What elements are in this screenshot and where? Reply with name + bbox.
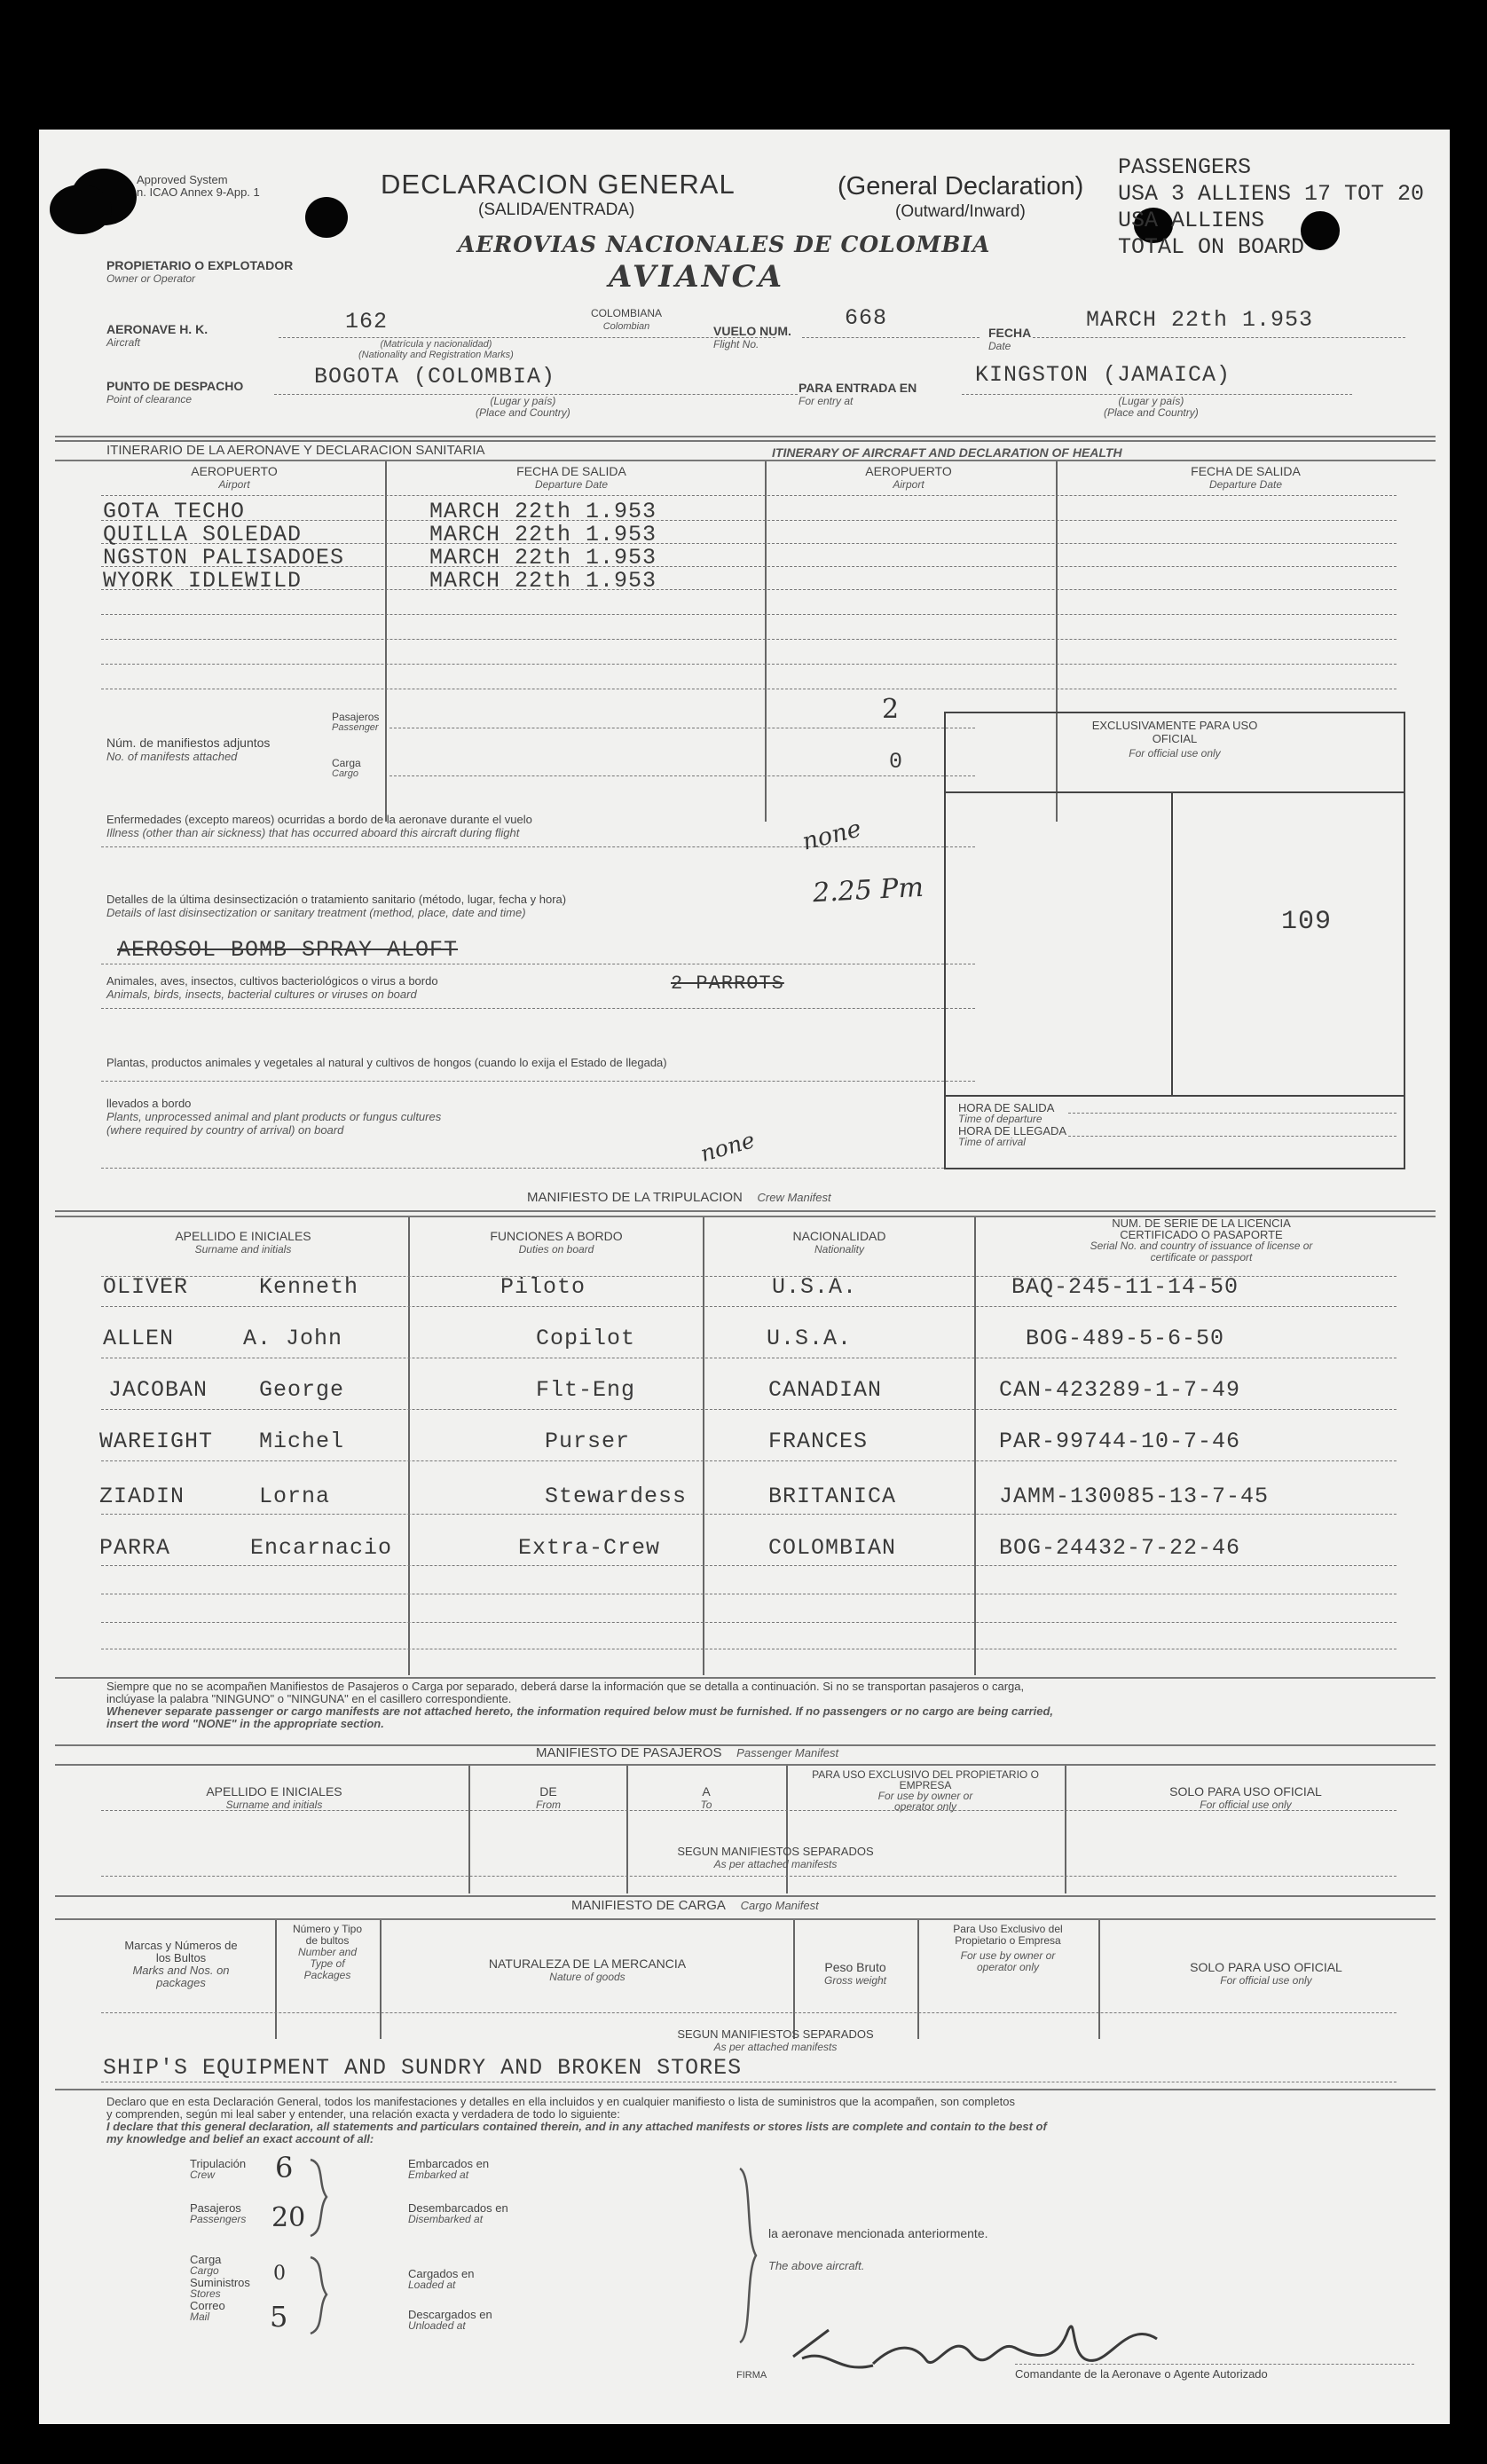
airline-short: AVIANCA [609, 259, 785, 295]
itinerary-col-airport-2: AEROPUERTO Airport [865, 464, 952, 491]
pax-col-owner: PARA USO EXCLUSIVO DEL PROPIETARIO O EMPRESA For use by owner or operator only [812, 1768, 1039, 1813]
crew-lic-1: BAQ-245-11-14-50 [1011, 1274, 1239, 1300]
animals-label: Animales, aves, insectos, cultivos bacteriológicos o virus a bordo Animals, birds, insects, bacterial cultures or viruses on board [106, 974, 438, 1001]
crew-duty-5: Stewardess [545, 1484, 688, 1509]
decl-loaded: Cargados en Loaded at [408, 2267, 475, 2291]
crew-duty-6: Extra-Crew [518, 1535, 661, 1561]
punch-hole-mark [305, 197, 348, 238]
commander-label: Comandante de la Aeronave o Agente Autorizado [1015, 2367, 1268, 2381]
decl-crew-value: 6 [275, 2151, 294, 2185]
departure-value: BOGOTA (COLOMBIA) [314, 364, 556, 390]
itinerary-col-date-2: FECHA DE SALIDA Departure Date [1191, 464, 1301, 491]
airline-name: AEROVIAS NACIONALES DE COLOMBIA [458, 232, 991, 257]
crew-nat-3: CANADIAN [768, 1377, 883, 1403]
crew-col-license: NUM. DE SERIE DE LA LICENCIA CERTIFICADO O PASAPORTE Serial No. and country of issuance of license or certificate or passport [1090, 1216, 1313, 1263]
disinsect-label: Detalles de la última desinsectización o tratamiento sanitario (método, lugar, fecha y hora) Details of last disinsectization or sanitary treatment (method, place, date and time) [106, 893, 567, 919]
entry-value: KINGSTON (JAMAICA) [975, 362, 1231, 388]
nationality-label: COLOMBIANA Colombian [591, 307, 663, 332]
itinerary-title-es: ITINERARIO DE LA AERONAVE Y DECLARACION SANITARIA [106, 443, 485, 458]
subtitle-en: (Outward/Inward) [895, 202, 1026, 221]
crew-surname-2: ALLEN [103, 1326, 175, 1351]
crew-first-6: Encarnacio [250, 1535, 393, 1561]
animals-value: 2 PARROTS [671, 972, 784, 995]
crew-surname-6: PARRA [99, 1535, 171, 1561]
instructions-text: Siempre que no se acompañen Manifiestos de Pasajeros o Carga por separado, deberá darse la información que se detalla a continuación. Si no se transportan pasajeros o carga, inclúyase la palabra "NINGUNO" o "NINGUNA" en el casillero correspondiente. Whenever separate passenger or cargo manifests are not attached hereto, the information required below must be furnished. If no passengers or no cargo are being carried, insert the word "NONE" in the appropriate section. [106, 1680, 1053, 1730]
crew-col-nat: NACIONALIDAD Nationality [792, 1229, 886, 1256]
plants-value: none [697, 1127, 758, 1167]
aircraft-value: 162 [345, 309, 389, 335]
plants-label-cont: llevados a bordo Plants, unprocessed animal and plant products or fungus cultures (where required by country of arrival) on board [106, 1097, 442, 1137]
approved-note: Approved System n. ICAO Annex 9-App. 1 [137, 173, 260, 199]
passengers-line-3: TOTAL ON BOARD [1118, 234, 1305, 260]
cargo-col-marks: Marcas y Números de los Bultos Marks and Nos. on packages [124, 1939, 238, 1989]
crew-lic-6: BOG-24432-7-22-46 [999, 1535, 1241, 1561]
crew-first-5: Lorna [259, 1484, 331, 1509]
pax-col-to: A To [700, 1784, 712, 1811]
cargo-col-owner: Para Uso Exclusivo del Propietario o Empresa For use by owner or operator only [953, 1923, 1063, 1973]
manifest-pax-label: Pasajeros Passenger [332, 711, 380, 733]
manifest-pax-value: 2 [882, 694, 900, 725]
crew-lic-2: BOG-489-5-6-50 [1026, 1326, 1225, 1351]
passengers-box [1118, 154, 1424, 261]
decl-cargo-value: 0 [273, 2263, 286, 2285]
decl-cargo-label: Carga Cargo Suministros Stores Correo Mail [190, 2253, 250, 2323]
entry-place-note: (Lugar y país) (Place and Country) [1104, 395, 1199, 419]
departure-place-note: (Lugar y país) (Place and Country) [476, 395, 570, 419]
crew-first-2: A. John [243, 1326, 343, 1351]
brace-mark [736, 2167, 763, 2344]
crew-lic-4: PAR-99744-10-7-46 [999, 1429, 1241, 1454]
brace-mark [305, 2158, 335, 2238]
crew-surname-5: ZIADIN [99, 1484, 185, 1509]
official-times: HORA DE SALIDA Time of departure HORA DE LLEGADA Time of arrival [958, 1101, 1067, 1148]
crew-duty-4: Purser [545, 1429, 631, 1454]
official-use-title: EXCLUSIVAMENTE PARA USO OFICIAL For official use only [1091, 719, 1258, 760]
illness-value: none [799, 815, 864, 856]
itinerary-airport-4: WYORK IDLEWILD [103, 568, 303, 594]
decl-disembarked: Desembarcados en Disembarked at [408, 2201, 508, 2225]
cargo-manifest-title: MANIFIESTO DE CARGA Cargo Manifest [571, 1898, 819, 1913]
itinerary-airport-3: NGSTON PALISADOES [103, 545, 345, 571]
decl-aircraft-en: The above aircraft. [768, 2259, 865, 2272]
crew-duty-3: Flt-Eng [536, 1377, 636, 1403]
itinerary-col-airport: AEROPUERTO Airport [191, 464, 278, 491]
marks-note: (Matrícula y nacionalidad) (Nationality and Registration Marks) [358, 339, 514, 360]
plants-label-es: Plantas, productos animales y vegetales al natural y cultivos de hongos (cuando lo exija el Estado de llegada) [106, 1056, 667, 1069]
cargo-col-number: Número y Tipo de bultos Number and Type of Packages [292, 1923, 363, 1981]
crew-nat-2: U.S.A. [767, 1326, 853, 1351]
decl-aircraft-es: la aeronave mencionada anteriormente. [768, 2226, 988, 2240]
cargo-col-nature: NATURALEZA DE LA MERCANCIA Nature of goods [488, 1956, 687, 1983]
decl-embarked: Embarcados en Embarked at [408, 2157, 490, 2181]
pax-col-name: APELLIDO E INICIALES Surname and initials [206, 1784, 342, 1811]
crew-lic-5: JAMM-130085-13-7-45 [999, 1484, 1270, 1509]
firma-label: FIRMA [736, 2370, 767, 2381]
crew-title: MANIFIESTO DE LA TRIPULACION Crew Manifest [527, 1190, 831, 1205]
disinsect-value: AEROSOL BOMB SPRAY ALOFT [117, 937, 459, 963]
decl-unloaded: Descargados en Unloaded at [408, 2308, 492, 2332]
pax-separate: SEGUN MANIFIESTOS SEPARADOS As per attached manifests [677, 1845, 874, 1870]
crew-duty-1: Piloto [500, 1274, 586, 1300]
manifests-label: Núm. de manifiestos adjuntos No. of manifests attached [106, 736, 271, 763]
date-label: FECHA Date [988, 326, 1032, 352]
passengers-line-1: USA 3 ALLIENS 17 TOT 20 [1118, 181, 1425, 207]
punch-hole-mark [50, 185, 112, 234]
owner-label: PROPIETARIO O EXPLOTADOR Owner or Operator [106, 258, 294, 285]
passengers-line-2: USA ALLIENS [1118, 208, 1265, 233]
crew-nat-1: U.S.A. [772, 1274, 858, 1300]
crew-nat-6: COLOMBIAN [768, 1535, 897, 1561]
illness-label: Enfermedades (excepto mareos) ocurridas a bordo de la aeronave durante el vuelo Illness (other than air sickness) that has occurred aboard this aircraft during flight [106, 813, 532, 839]
decl-mail-value: 5 [270, 2300, 288, 2334]
aircraft-label: AERONAVE H. K. Aircraft [106, 322, 208, 349]
pax-col-from: DE From [536, 1784, 561, 1811]
crew-col-name: APELLIDO E INICIALES Surname and initials [175, 1229, 311, 1256]
crew-surname-3: JACOBAN [108, 1377, 208, 1403]
itinerary-date-2: MARCH 22th 1.953 [429, 522, 657, 547]
cargo-separate: SEGUN MANIFIESTOS SEPARADOS As per attached manifests [677, 2027, 874, 2053]
title-en: (General Declaration) [838, 172, 1084, 201]
decl-crew-label: Tripulación Crew [190, 2157, 247, 2181]
itinerary-col-date: FECHA DE SALIDA Departure Date [516, 464, 626, 491]
crew-surname-4: WAREIGHT [99, 1429, 214, 1454]
itinerary-date-3: MARCH 22th 1.953 [429, 545, 657, 571]
flight-value: 668 [845, 305, 888, 331]
brace-mark [305, 2255, 335, 2335]
flight-label: VUELO NUM. Flight No. [713, 324, 791, 350]
crew-surname-1: OLIVER [103, 1274, 189, 1300]
itinerary-date-1: MARCH 22th 1.953 [429, 499, 657, 524]
crew-nat-5: BRITANICA [768, 1484, 897, 1509]
passenger-manifest-title: MANIFIESTO DE PASAJEROS Passenger Manifest [536, 1745, 839, 1760]
pax-col-official: SOLO PARA USO OFICIAL For official use only [1169, 1784, 1322, 1811]
crew-col-duty: FUNCIONES A BORDO Duties on board [490, 1229, 623, 1256]
cargo-col-official: SOLO PARA USO OFICIAL For official use only [1190, 1960, 1342, 1987]
departure-label: PUNTO DE DESPACHO Point of clearance [106, 379, 244, 405]
subtitle-es: (SALIDA/ENTRADA) [478, 201, 635, 219]
manifest-cargo-value: 0 [889, 749, 904, 775]
entry-label: PARA ENTRADA EN For entry at [799, 381, 917, 407]
cargo-value: SHIP'S EQUIPMENT AND SUNDRY AND BROKEN STORES [103, 2055, 743, 2081]
decl-pax-label: Pasajeros Passengers [190, 2201, 247, 2225]
crew-lic-3: CAN-423289-1-7-49 [999, 1377, 1241, 1403]
disinsect-time: 2.25 Pm [812, 871, 924, 909]
itinerary-date-4: MARCH 22th 1.953 [429, 568, 657, 594]
crew-first-3: George [259, 1377, 345, 1403]
crew-first-1: Kenneth [259, 1274, 359, 1300]
declaration-text: Declaro que en esta Declaración General, todos los manifestaciones y detalles en ella incluidos y en cualquier manifiesto o lista de suministros que la acompañen, son completos y comprenden, según mi leal saber y entender, una relación exacta y verdadera de todo lo siguiente: I declare that this general declaration, all statements and particulars contained therein, and in any attached manifests or stores lists are complete and contain to the best of my knowledge and belief an exact account of all: [106, 2095, 1047, 2145]
manifest-cargo-label: Carga Cargo [332, 757, 361, 779]
itinerary-airport-2: QUILLA SOLEDAD [103, 522, 303, 547]
crew-first-4: Michel [259, 1429, 345, 1454]
official-stamp-number: 109 [1281, 907, 1333, 937]
cargo-col-weight: Peso Bruto Gross weight [823, 1960, 887, 1987]
date-value: MARCH 22th 1.953 [1086, 307, 1314, 333]
crew-duty-2: Copilot [536, 1326, 636, 1351]
decl-pax-value: 20 [271, 2202, 306, 2233]
crew-nat-4: FRANCES [768, 1429, 869, 1454]
itinerary-title-en: ITINERARY OF AIRCRAFT AND DECLARATION OF HEALTH [772, 445, 1122, 460]
itinerary-airport-1: GOTA TECHO [103, 499, 246, 524]
title-es: DECLARACION GENERAL [381, 169, 736, 200]
declaration-form [39, 130, 1450, 2424]
passengers-title: PASSENGERS [1118, 154, 1252, 180]
